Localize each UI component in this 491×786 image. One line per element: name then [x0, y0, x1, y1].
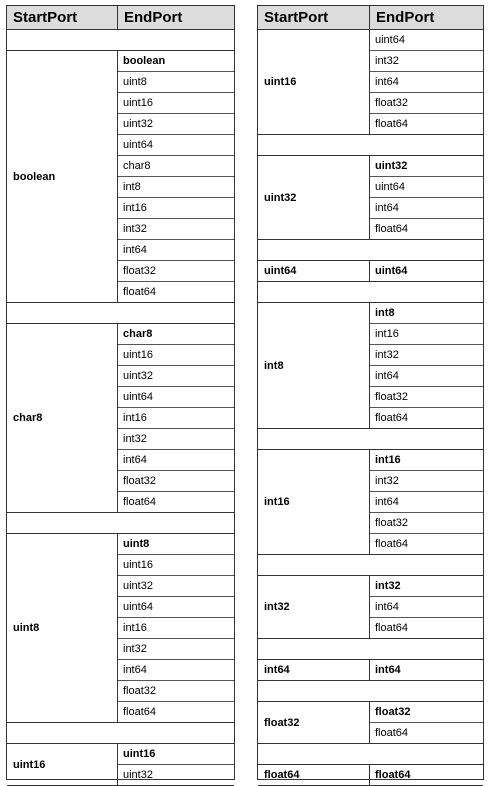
- end-port-cell: char8: [118, 156, 234, 177]
- separator-row: [7, 303, 234, 324]
- end-port-cell: char8: [118, 324, 234, 345]
- start-port-cell: uint16: [258, 30, 370, 134]
- end-port-cell: float32: [118, 681, 234, 702]
- end-port-cell: int32: [370, 576, 483, 597]
- end-port-cell: float64: [123, 496, 157, 508]
- separator-row: [258, 639, 483, 660]
- end-port-cell: int64: [370, 492, 483, 513]
- end-port-cell: float64: [375, 223, 409, 235]
- end-port-cell: int32: [118, 429, 234, 450]
- end-port-cell: int32: [370, 345, 483, 366]
- separator-row: [258, 282, 483, 303]
- end-port-cell: int16: [370, 324, 483, 345]
- start-port-cell: char8: [7, 324, 118, 512]
- header-endport: EndPort: [124, 9, 183, 26]
- end-port-cell: int32: [370, 471, 483, 492]
- end-port-list: [370, 30, 483, 134]
- end-port-cell: int64: [118, 450, 234, 471]
- end-port-list: [370, 261, 483, 281]
- end-port-cell: uint32: [123, 769, 153, 781]
- start-port-cell: int32: [258, 576, 370, 638]
- end-port-cell: float32: [118, 471, 234, 492]
- type-group: [258, 450, 483, 555]
- end-port-cell: float32: [118, 261, 234, 282]
- end-port-cell: int8: [118, 177, 234, 198]
- type-group: [7, 324, 234, 513]
- end-port-cell: float64: [123, 286, 157, 298]
- type-group: [258, 303, 483, 429]
- type-group: [258, 765, 483, 786]
- end-port-cell: uint64: [375, 265, 408, 277]
- start-port-cell: boolean: [7, 51, 118, 302]
- end-port-cell: int64: [370, 366, 483, 387]
- end-port-cell: uint64: [370, 30, 483, 51]
- start-port-cell: uint8: [7, 534, 118, 722]
- type-group: [258, 156, 483, 240]
- end-port-cell: uint64: [370, 177, 483, 198]
- header-endport: EndPort: [376, 9, 435, 26]
- type-group: [258, 660, 483, 681]
- end-port-cell: float64: [375, 622, 409, 634]
- end-port-cell: int16: [118, 408, 234, 429]
- end-port-list: [370, 450, 483, 554]
- separator-row: [7, 30, 234, 51]
- type-group: [258, 702, 483, 744]
- separator-row: [7, 513, 234, 534]
- type-group: [258, 30, 483, 135]
- end-port-cell: float32: [370, 93, 483, 114]
- end-port-cell: uint64: [118, 135, 234, 156]
- header-startport: StartPort: [7, 6, 118, 29]
- end-port-cell: int64: [118, 240, 234, 261]
- end-port-cell: float64: [123, 706, 157, 718]
- end-port-cell: int16: [370, 450, 483, 471]
- end-port-cell: uint32: [370, 156, 483, 177]
- separator-row: [258, 240, 483, 261]
- end-port-list: [118, 744, 234, 785]
- end-port-cell: uint64: [118, 387, 234, 408]
- separator-row: [258, 429, 483, 450]
- end-port-cell: int64: [370, 198, 483, 219]
- separator-row: [258, 135, 483, 156]
- end-port-cell: int32: [118, 219, 234, 240]
- type-group: [7, 51, 234, 303]
- start-port-cell: uint16: [7, 744, 118, 785]
- start-port-cell: int64: [258, 660, 370, 680]
- end-port-list: [118, 534, 234, 722]
- end-port-cell: float32: [370, 387, 483, 408]
- left-type-table: [6, 5, 235, 780]
- end-port-list: [370, 765, 483, 785]
- end-port-list: [370, 303, 483, 428]
- separator-row: [7, 723, 234, 744]
- end-port-cell: float64: [375, 727, 409, 739]
- end-port-cell: uint8: [118, 72, 234, 93]
- right-type-table: [257, 5, 484, 780]
- end-port-cell: uint32: [118, 114, 234, 135]
- start-port-cell: uint64: [258, 261, 370, 281]
- end-port-list: [370, 660, 483, 680]
- type-group: [7, 744, 234, 786]
- separator-row: [258, 744, 483, 765]
- end-port-cell: float32: [370, 513, 483, 534]
- end-port-cell: int32: [118, 639, 234, 660]
- end-port-cell: uint16: [118, 93, 234, 114]
- end-port-cell: int16: [118, 198, 234, 219]
- end-port-list: [118, 324, 234, 512]
- end-port-list: [370, 576, 483, 638]
- end-port-cell: int64: [370, 72, 483, 93]
- type-group: [258, 261, 483, 282]
- end-port-cell: uint16: [118, 555, 234, 576]
- end-port-cell: int64: [370, 597, 483, 618]
- end-port-cell: float32: [370, 702, 483, 723]
- end-port-cell: uint32: [118, 366, 234, 387]
- separator-row: [258, 555, 483, 576]
- start-port-cell: int8: [258, 303, 370, 428]
- type-group: [258, 576, 483, 639]
- table-header: [258, 6, 483, 30]
- end-port-cell: float64: [375, 412, 409, 424]
- end-port-cell: int8: [370, 303, 483, 324]
- end-port-list: [370, 702, 483, 743]
- end-port-cell: float64: [375, 538, 409, 550]
- end-port-cell: uint16: [118, 345, 234, 366]
- end-port-cell: int32: [370, 51, 483, 72]
- start-port-cell: float64: [258, 765, 370, 785]
- end-port-list: [118, 51, 234, 302]
- end-port-cell: uint64: [118, 597, 234, 618]
- end-port-cell: int64: [118, 660, 234, 681]
- end-port-cell: int64: [375, 664, 401, 676]
- end-port-list: [370, 156, 483, 239]
- end-port-cell: float64: [375, 118, 409, 130]
- end-port-cell: float64: [375, 769, 411, 781]
- end-port-cell: uint32: [118, 576, 234, 597]
- table-header: [7, 6, 234, 30]
- end-port-cell: uint8: [118, 534, 234, 555]
- start-port-cell: uint32: [258, 156, 370, 239]
- type-group: [7, 534, 234, 723]
- end-port-cell: boolean: [118, 51, 234, 72]
- end-port-cell: int16: [118, 618, 234, 639]
- start-port-cell: float32: [258, 702, 370, 743]
- separator-row: [258, 681, 483, 702]
- start-port-cell: int16: [258, 450, 370, 554]
- end-port-cell: uint16: [118, 744, 234, 765]
- header-startport: StartPort: [258, 6, 370, 29]
